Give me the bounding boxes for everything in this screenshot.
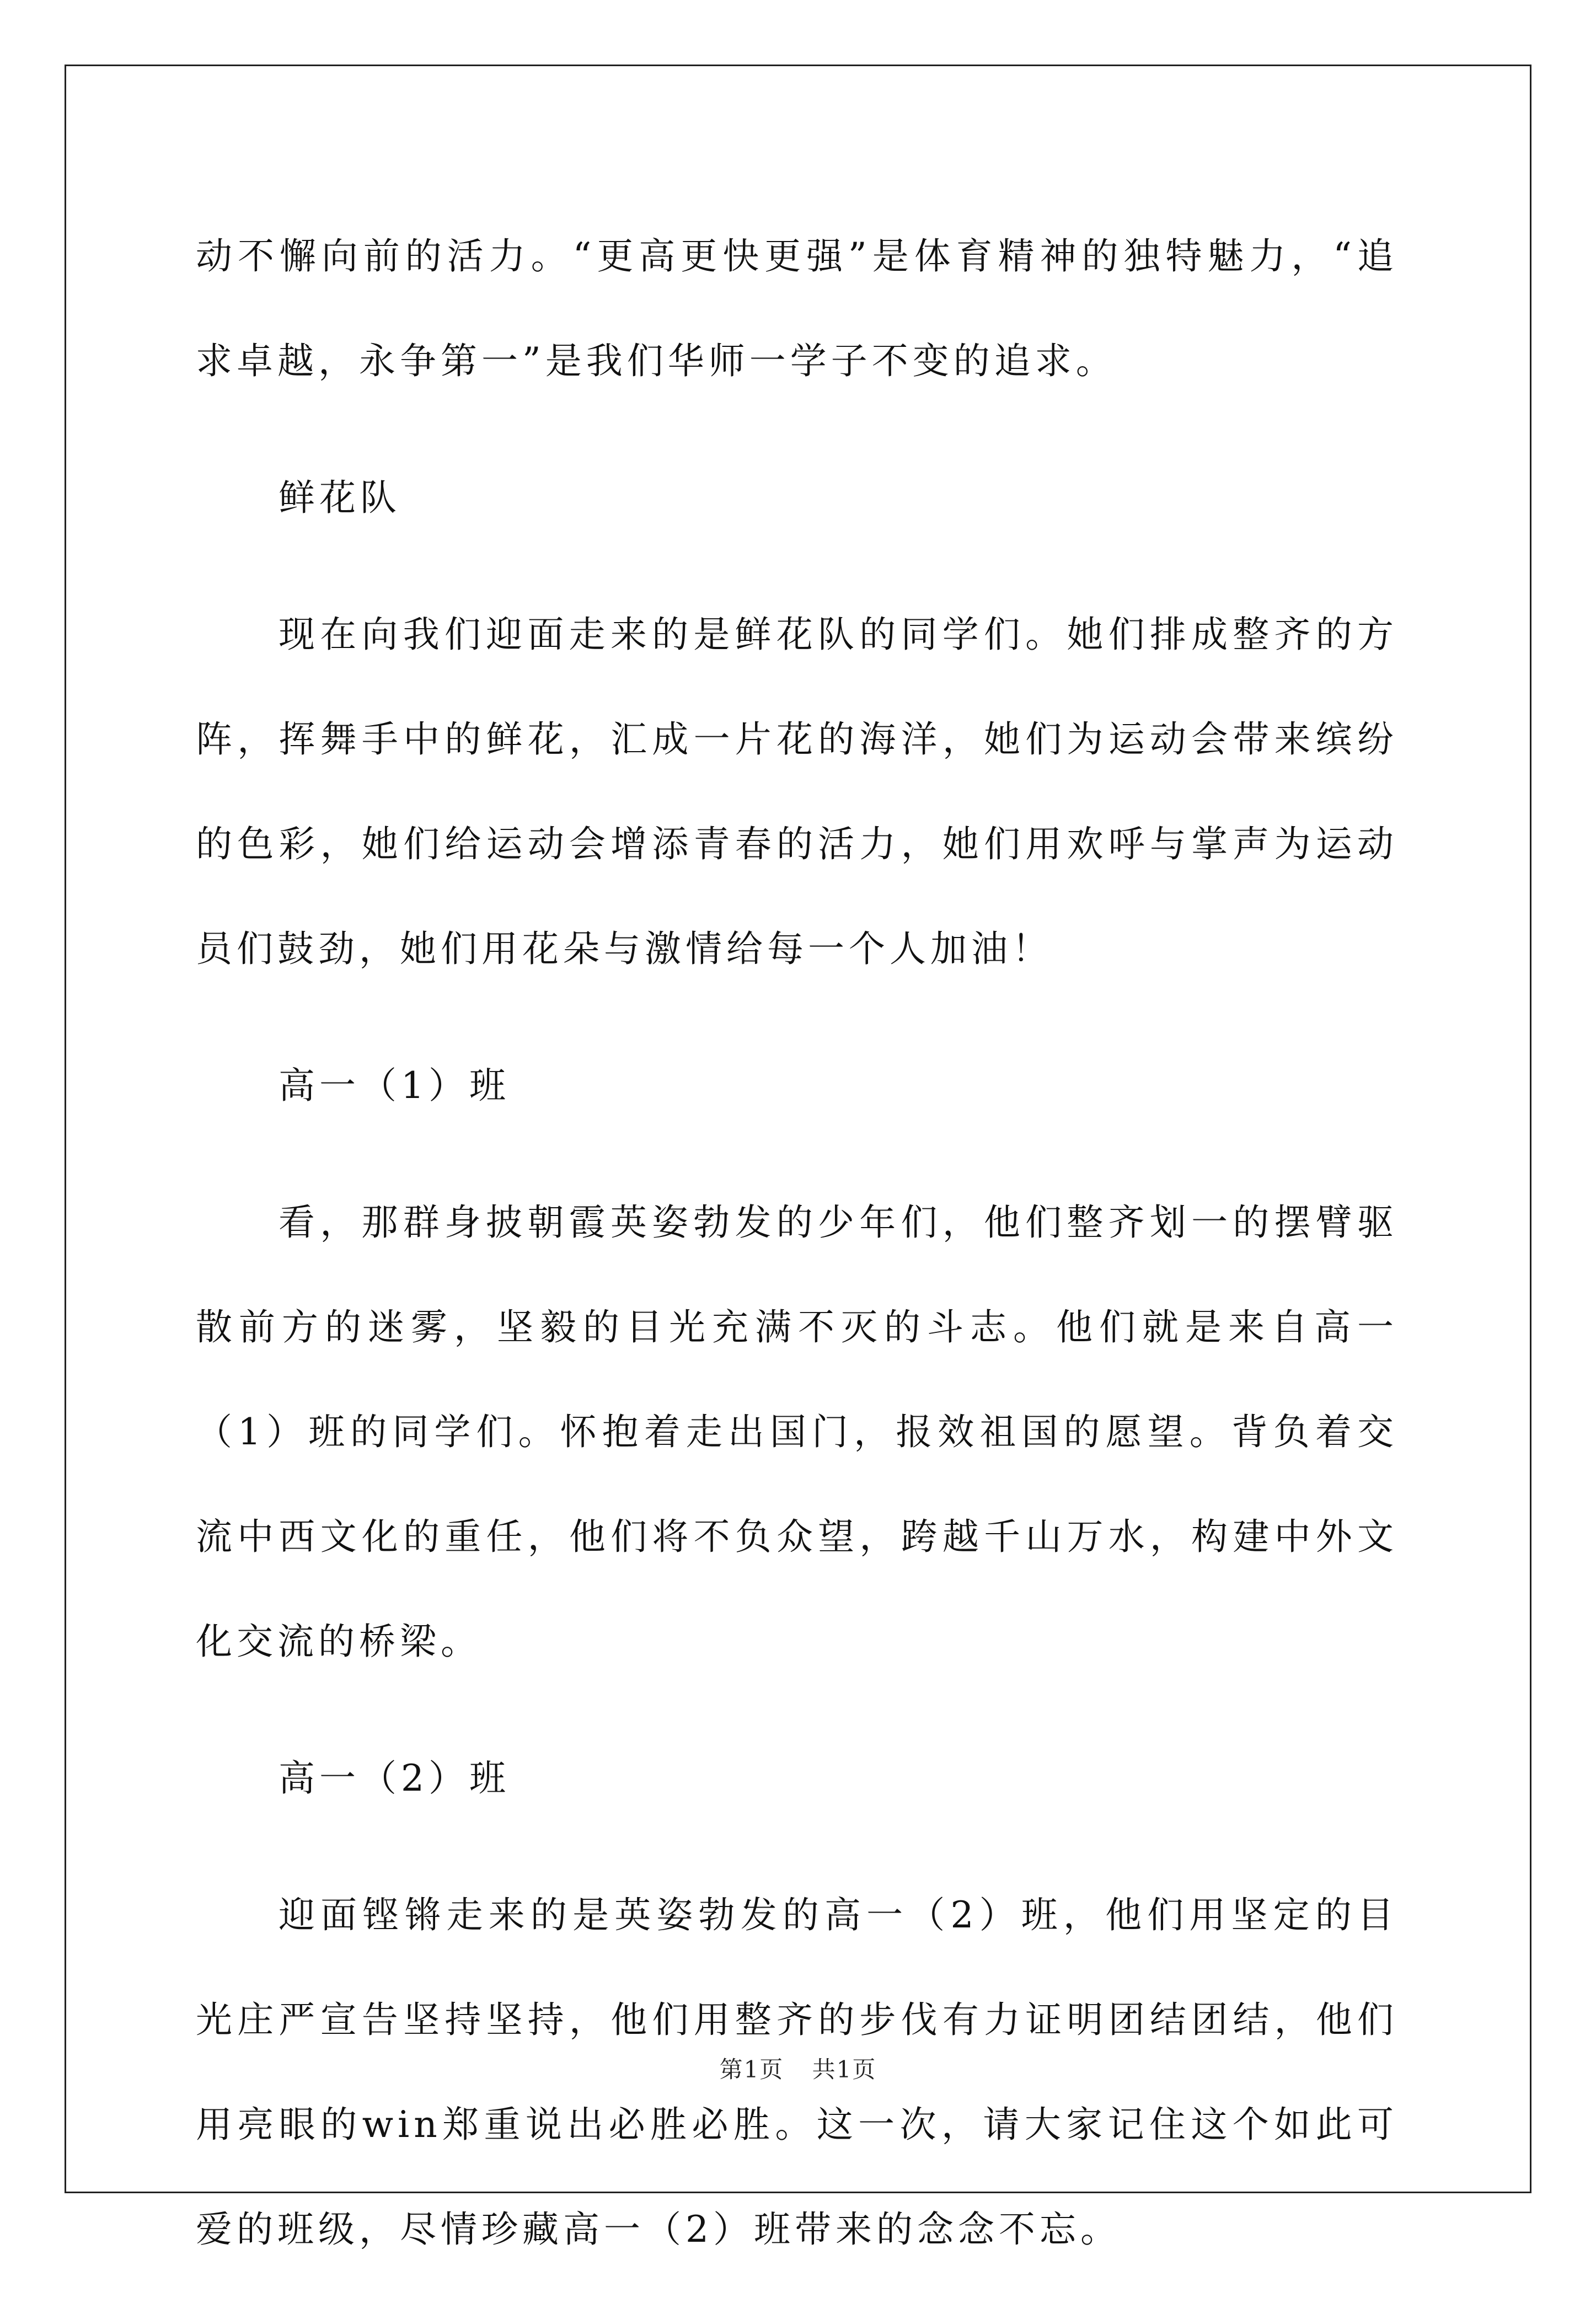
section-heading-flower-team: 鲜花队	[279, 476, 401, 519]
page-total: 共1页	[812, 2056, 877, 2083]
paragraph-class-2: 迎面铿锵走来的是英姿勃发的高一（2）班，他们用坚定的目光庄严宣告坚持坚持，他们用整齐的步伐有力证明团结团结，他们用亮眼的win郑重说出必胜必胜。这一次，请大家记住这个如此可爱的班级，尽情珍藏高一（2）班带来的念念不忘。	[196, 1894, 1398, 2251]
page-footer	[0, 2051, 1596, 2085]
page-number: 第1页	[719, 2056, 784, 2083]
paragraph-flower-team: 现在向我们迎面走来的是鲜花队的同学们。她们排成整齐的方阵，挥舞手中的鲜花，汇成一片花的海洋，她们为运动会带来缤纷的色彩，她们给运动会增添青春的活力，她们用欢呼与掌声为运动员们鼓劲，她们用花朵与激情给每一个人加油！	[196, 613, 1398, 970]
paragraph-class-1: 看，那群身披朝霞英姿勃发的少年们，他们整齐划一的摆臂驱散前方的迷雾，坚毅的目光充满不灭的斗志。他们就是来自高一（1）班的同学们。怀抱着走出国门，报效祖国的愿望。背负着交流中西文化的重任，他们将不负众望，跨越千山万水，构建中外文化交流的桥梁。	[196, 1201, 1398, 1663]
paragraph-continuation: 动不懈向前的活力。“更高更快更强”是体育精神的独特魅力，“追求卓越，永争第一”是我们华师一学子不变的追求。	[196, 235, 1398, 382]
section-heading-class-1: 高一（1）班	[279, 1064, 510, 1107]
document-body	[196, 204, 1398, 2314]
section-heading-class-2: 高一（2）班	[279, 1757, 510, 1799]
